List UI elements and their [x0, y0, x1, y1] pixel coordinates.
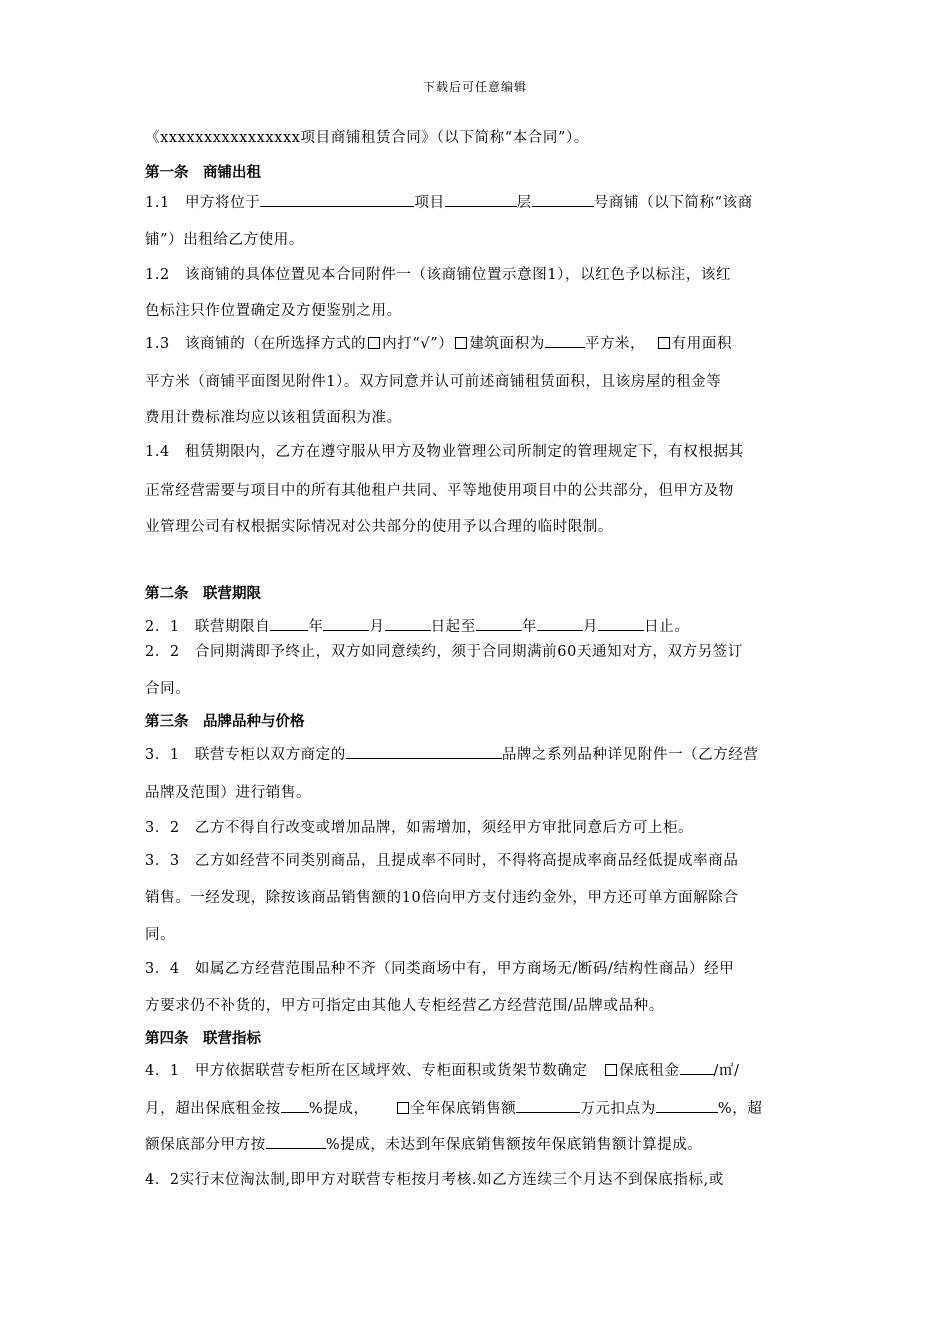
clause-3-4-line2: 方要求仍不补货的，甲方可指定由其他人专柜经营乙方经营范围/品牌或品种。 — [145, 998, 664, 1014]
clause-4-1-line3: 额保底部分甲方按 %提成，未达到年保底销售额按年保底销售额计算提成。 — [145, 1127, 810, 1163]
checkbox-usable-area[interactable] — [658, 337, 670, 349]
page-header: 下载后可任意编辑 — [422, 80, 527, 94]
clause-1-3-line2: 平方米（商铺平面图见附件1）。双方同意并认可前述商铺租赁面积，且该房屋的租金等 — [145, 374, 722, 390]
clause-3-3-line3: 同。 — [145, 927, 176, 943]
section-3-title: 第三条 品牌品种与价格 — [145, 714, 305, 730]
blank-commission-rate — [281, 1098, 309, 1113]
blank-annual-sales — [516, 1098, 580, 1113]
blank-excess-rate — [266, 1134, 326, 1149]
clause-1-4-line3: 业管理公司有权根据实际情况对公共部分的使用予以合理的临时限制。 — [145, 519, 614, 535]
checkbox-annual-min-sales[interactable] — [397, 1102, 409, 1114]
clause-3-3-line1: 3．3 乙方如经营不同类别商品，且提成率不同时，不得将高提成率商品经低提成率商品 — [145, 853, 739, 869]
clause-3-1-line1: 3．1 联营专柜以双方商定的 品牌之系列品种详见附件一（乙方经营 — [145, 737, 810, 773]
blank-end-month — [537, 616, 583, 631]
clause-3-1-line2: 品牌及范围）进行销售。 — [145, 785, 312, 801]
section-2-title: 第二条 联营期限 — [145, 586, 261, 602]
section-1-title: 第一条 商铺出租 — [145, 165, 261, 181]
blank-start-year — [270, 616, 308, 631]
clause-2-2-line2: 合同。 — [145, 681, 191, 697]
section-4-title: 第四条 联营指标 — [145, 1031, 261, 1047]
clause-1-2-line1: 1.2 该商铺的具体位置见本合同附件一（该商铺位置示意图1），以红色予以标注，该红 — [145, 267, 732, 283]
checkbox-icon — [368, 337, 380, 349]
clause-4-1-line1: 4．1 甲方依据联营专柜所在区域坪效、专柜面积或货架节数确定 保底租金 /㎡/ — [145, 1053, 810, 1089]
clause-1-4-line2: 正常经营需要与项目中的所有其他租户共同、平等地使用项目中的公共部分，但甲方及物 — [145, 483, 734, 499]
clause-1-2-line2: 色标注只作位置确定及方便鉴别之用。 — [145, 303, 402, 319]
clause-1-3-line3: 费用计费标准均应以该租赁面积为准。 — [145, 410, 402, 426]
checkbox-min-rent[interactable] — [605, 1064, 617, 1076]
clause-2-1: 2．1 联营期限自 年 月 日起至 年 月 日止。 — [145, 609, 810, 645]
blank-building-area — [545, 333, 585, 348]
clause-3-4-line1: 3．4 如属乙方经营范围品种不齐（同类商场中有，甲方商场无/断码/结构性商品）经甲 — [145, 961, 735, 977]
blank-brand — [346, 744, 502, 759]
clause-2-2-line1: 2．2 合同期满即予终止，双方如同意续约，须于合同期满前60天通知对方，双方另签订 — [145, 644, 743, 660]
clause-4-1-line2: 月，超出保底租金按 %提成， 全年保底销售额 万元扣点为 %，超 — [145, 1091, 810, 1127]
blank-location — [260, 192, 414, 207]
checkbox-building-area[interactable] — [455, 337, 467, 349]
blank-start-day — [385, 616, 431, 631]
blank-start-month — [323, 616, 369, 631]
blank-floor — [532, 192, 594, 207]
clause-1-1-line1: 1.1 甲方将位于 项目 层 号商铺（以下简称“该商 — [145, 185, 810, 221]
blank-end-day — [598, 616, 644, 631]
clause-3-2: 3．2 乙方不得自行改变或增加品牌，如需增加，须经甲方审批同意后方可上柜。 — [145, 820, 694, 836]
clause-1-1-line2: 铺”）出租给乙方使用。 — [145, 232, 305, 248]
intro-line: 《xxxxxxxxxxxxxxxx项目商铺租赁合同》（以下简称“本合同”）。 — [145, 130, 589, 146]
blank-deduction-rate — [656, 1098, 718, 1113]
blank-min-rent — [680, 1060, 714, 1075]
clause-3-3-line2: 销售。一经发现，除按该商品销售额的10倍向甲方支付违约金外，甲方还可单方面解除合 — [145, 890, 739, 906]
blank-end-year — [476, 616, 522, 631]
blank-project — [445, 192, 517, 207]
clause-4-2-line1: 4．2实行末位淘汰制,即甲方对联营专柜按月考核.如乙方连续三个月达不到保底指标,或 — [145, 1172, 724, 1188]
clause-1-4-line1: 1.4 租赁期限内，乙方在遵守服从甲方及物业管理公司所制定的管理规定下，有权根据其 — [145, 444, 744, 460]
clause-1-3-line1: 1.3 该商铺的（在所选择方式的 内打“√”） 建筑面积为 平方米， 有用面积 — [145, 326, 810, 362]
